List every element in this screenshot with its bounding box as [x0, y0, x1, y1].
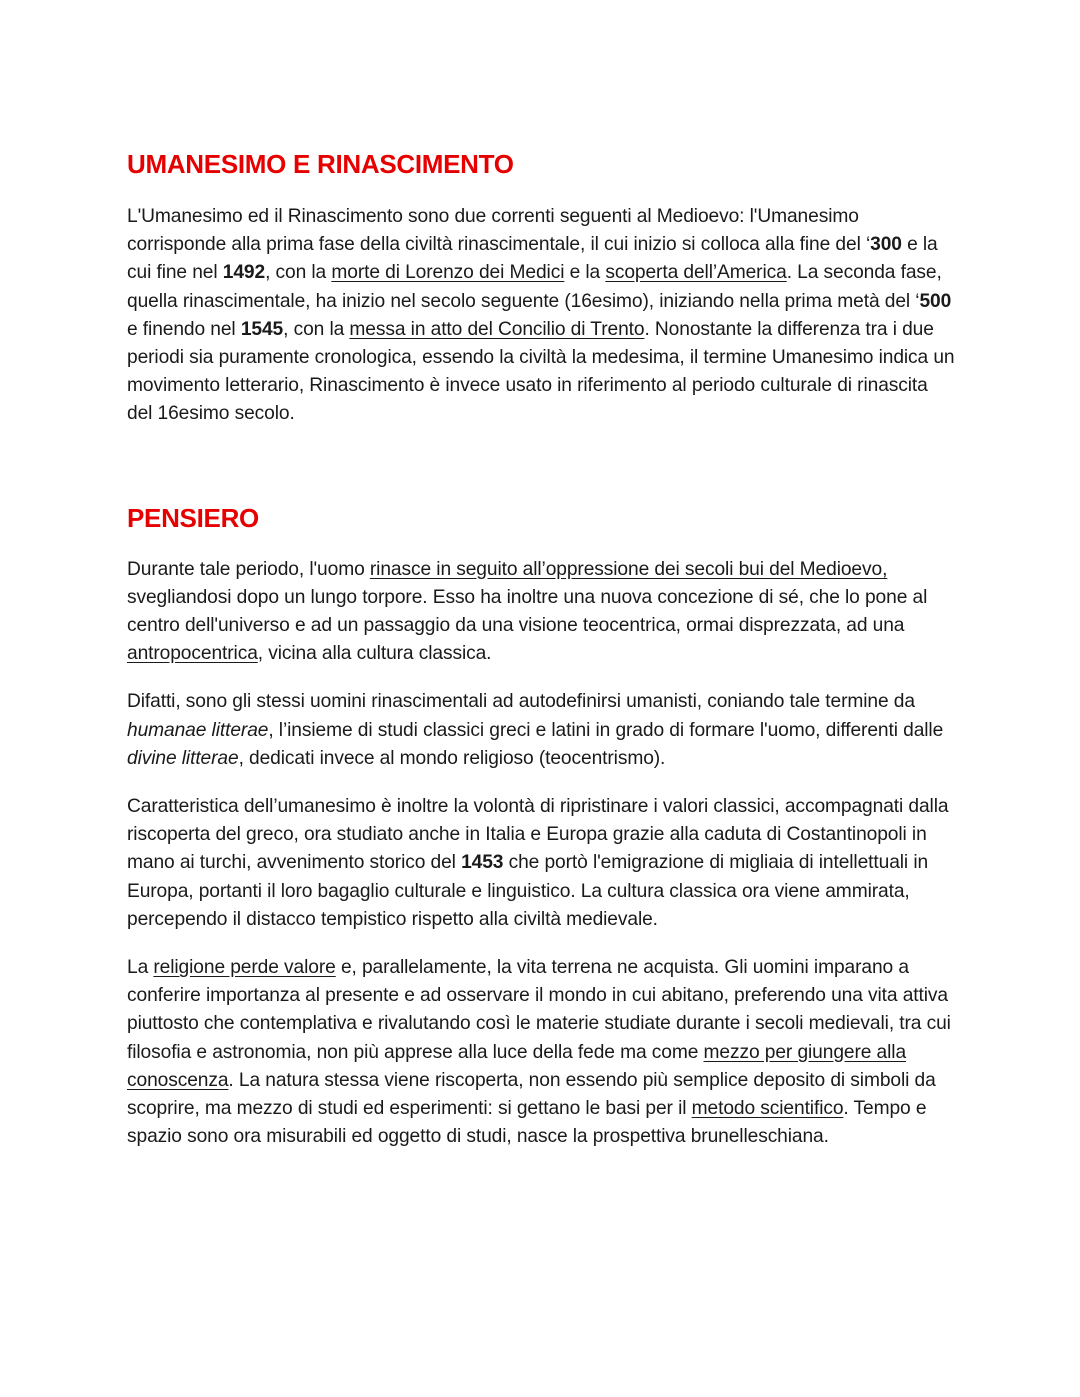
underlined-phrase: antropocentrica	[127, 643, 258, 665]
paragraph-umanisti	[127, 688, 957, 773]
paragraph-religione	[127, 954, 957, 1151]
paragraph-rinascita	[127, 556, 957, 669]
italic-term: humanae litterae	[127, 719, 269, 741]
bold-year: 500	[919, 290, 952, 312]
underlined-phrase: mezzo per giungere alla conoscenza	[127, 1041, 907, 1091]
paragraph-valori-classici	[127, 793, 957, 934]
text-run: e finendo nel	[127, 318, 241, 340]
text-run: Durante tale periodo, l'uomo	[127, 558, 370, 580]
text-run: e la cui fine nel	[127, 234, 938, 284]
text-run: . Tempo e spazio sono ora misurabili ed oggetto di studi, nasce la prospettiva brunelleschiana.	[127, 1098, 927, 1148]
text-run: . La seconda fase, quella rinascimentale, ha inizio nel secolo seguente (16esimo), iniziando nella prima metà del ‘	[127, 262, 942, 312]
text-run: , con la	[265, 262, 332, 284]
text-run: Difatti, sono gli stessi uomini rinascimentali ad autodefinirsi umanisti, coniando tale termine da	[127, 691, 915, 713]
underlined-phrase: rinasce in seguito all’oppressione dei secoli bui del Medioevo,	[369, 558, 888, 580]
document-page	[127, 147, 957, 1151]
paragraph-intro	[127, 203, 957, 429]
text-run: L'Umanesimo ed il Rinascimento sono due correnti seguenti al Medioevo: l'Umanesimo corrisponde alla prima fase della civiltà rinascimentale, il cui inizio si colloca alla fine del ‘	[127, 206, 871, 256]
text-run: e la	[564, 262, 606, 284]
text-run: La	[127, 957, 154, 979]
underlined-phrase: religione perde valore	[153, 957, 336, 979]
bold-year: 300	[870, 234, 902, 256]
text-run: , l’insieme di studi classici greci e latini in grado di formare l'uomo, differenti dalle	[268, 719, 944, 741]
text-run: svegliandosi dopo un lungo torpore. Esso ha inoltre una nuova concezione di sé, che lo pone al centro dell'universo e ad un passaggio da una visione teocentrica, ormai disprezzata, ad una	[127, 586, 928, 637]
section-heading-pensiero: PENSIERO	[127, 502, 259, 533]
underlined-phrase: metodo scientifico	[691, 1098, 844, 1120]
text-run: e, parallelamente, la vita terrena ne acquista. Gli uomini imparano a conferire importanza al presente e ad osservare il mondo in cui abitano, preferendo una vita attiva piuttosto che contemplativa e rivalutando così le materie studiate durante i secoli medievali, tra cui filosofia e astronomia, non più apprese alla luce della fede ma come	[127, 957, 951, 1063]
bold-year: 1492	[222, 262, 266, 284]
bold-year: 1453	[461, 852, 504, 874]
text-run: , dedicati invece al mondo religioso (teocentrismo).	[238, 747, 666, 769]
text-run: Caratteristica dell’umanesimo è inoltre la volontà di ripristinare i valori classici, accompagnati dalla riscoperta del greco, ora studiato anche in Italia e Europa grazie alla caduta di Costantinopoli in mano ai turchi, avvenimento storico del	[127, 796, 949, 874]
text-run: , con la	[283, 318, 350, 340]
text-run: che portò l'emigrazione di migliaia di intellettuali in Europa, portanti il loro bagaglio culturale e linguistico. La cultura classica ora viene ammirata, percependo il distacco tempistico rispetto alla civiltà medievale.	[127, 852, 929, 930]
underlined-phrase: morte di Lorenzo dei Medici	[331, 262, 565, 284]
underlined-phrase: messa in atto del Concilio di Trento	[349, 318, 645, 340]
italic-term: divine litterae	[127, 747, 239, 769]
section-heading-umanesimo: UMANESIMO E RINASCIMENTO	[127, 149, 514, 179]
underlined-phrase: scoperta dell’America	[605, 262, 787, 284]
text-run: . Nonostante la differenza tra i due periodi sia puramente cronologica, essendo la civiltà la medesima, il termine Umanesimo indica un movimento letterario, Rinascimento è invece usato in riferimento al periodo culturale di rinascita del 16esimo secolo.	[127, 318, 955, 425]
text-run: . La natura stessa viene riscoperta, non essendo più semplice deposito di simboli da scoprire, ma mezzo di studi ed esperimenti: si gettano le basi per il	[127, 1069, 936, 1120]
bold-year: 1545	[240, 318, 284, 340]
text-run: , vicina alla cultura classica.	[257, 643, 492, 665]
